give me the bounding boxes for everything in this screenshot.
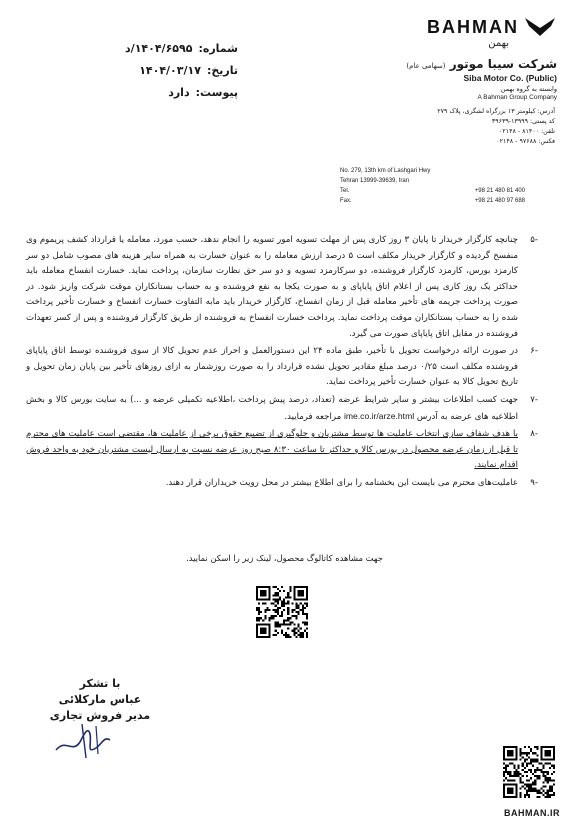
contact-fax-en-label: Fax. — [340, 198, 352, 204]
letter-attachment-label: پیوست: — [195, 86, 238, 99]
letter-attachment-value: دارد — [168, 86, 190, 99]
contact-tel-en — [340, 186, 525, 196]
contact-tel-en-value: +98 21 480 81 400 — [474, 188, 525, 194]
letter-number-label: شماره: — [198, 42, 238, 55]
clause-number: -۸ — [530, 429, 538, 440]
signature-thanks: با تشکر — [79, 677, 121, 690]
clause-number: -۹ — [530, 477, 538, 488]
bahman-emblem-icon — [523, 14, 557, 40]
signature-block — [40, 676, 160, 724]
clause-text: چنانچه کارگزار خریدار تا پایان ۳ روز کاری پس از مهلت تسویه امور تسویه را انجام ندهد، حسب مورد، معامله یا قرارداد کشف پریموم وی منفسخ گردیده و کارگزار خریدار مکلف است ۵ درصد ارزش معامله را به عنوان خسارت به همراه سایر هزینه های مصوب شامل دو سر کارمزد بورس، کارمزد کارگزار فروشنده، دو سرکارمزد تسویه و دو سر حق نظارت سازمان، پرداخت نماید. خسارت انفساخ معامله باید حداکثر یک روز کاری پس از اعلام اتاق پایاپای و به صورت یکجا به نفع فروشنده و به حساب بستانکاران موقت شرکت واریز شود. در صورت پرداخت جریمه های تأخیر معامله قبل از زمان انفساخ، کارگزار خریدار باید مابه التفاوت خسارت انفساخ و خسارت تأخیر پرداخت شده را به حساب بستانکاران موقت پرداخت نماید. پرداخت خسارت انفساخ به فروشنده از طریق کارگزار فروشنده و پس از کسر تعهدات فروشنده در مقابل اتاق پایاپای صورت می گیرد. — [26, 235, 519, 339]
group-affiliation-en: A Bahman Group Company — [477, 94, 557, 101]
clause-5 — [26, 233, 538, 342]
letter-number — [88, 38, 238, 60]
contact-phone-fa: تلفن: ۸۱۴۰۰ - ۰۲۱۴۸ — [498, 128, 555, 135]
contact-city-en — [340, 176, 525, 186]
contact-city-en-line: Tehran 13999-39639, Iran — [340, 178, 410, 184]
clause-7-text-after: مراجعه فرمایید. — [284, 411, 342, 422]
letter-date-value: ۱۴۰۴/۰۳/۱۷ — [139, 64, 201, 77]
group-affiliation-fa: وابسته به گروه بهمن — [500, 85, 557, 93]
contact-info-en — [340, 166, 540, 206]
arze-link[interactable]: ime.co.ir/arze.html — [343, 410, 415, 421]
contact-postcode-fa: کد پستی: ۱۳۹۹۹-۳۹۶۳۹ — [491, 118, 555, 125]
contact-fax-en — [340, 196, 525, 206]
clause-8 — [26, 427, 538, 474]
clause-text: با هدف شفاف سازی انتخاب عاملیت ها توسط مشتریان و جلوگیری از تضییع حقوق برخی از عاملیت ها، مقتضی است عاملیت های محترم تا قبل از زمان عرضه محصول در بورس کالا و حداکثر تا ساعت ۸:۳۰ صبح روز عرضه نسبت به ارسال لیست مشتریان خود به واحد فروش اقدام نمایند. — [26, 429, 518, 471]
company-name-en: Siba Motor Co. (Public) — [463, 73, 557, 83]
brand-logo-text: BAHMAN — [427, 16, 519, 37]
catalog-note: جهت مشاهده کاتالوگ محصول، لینک زیر را اسکن نمایید. — [186, 553, 383, 563]
clause-6 — [26, 344, 538, 391]
contact-tel-en-label: Tel. — [340, 188, 350, 194]
clause-7 — [26, 393, 538, 425]
letter-body — [26, 233, 538, 494]
contact-fax-fa: فکس: ۹۷۶۸۸ - ۰۲۱۴۸ — [496, 138, 555, 145]
clause-number: -۵ — [530, 235, 538, 245]
clause-9 — [26, 476, 538, 492]
company-name-fa-main: شرکت سیبا موتور — [449, 57, 557, 71]
catalog-qr-code[interactable] — [256, 586, 308, 638]
brand-logo — [387, 14, 557, 40]
clause-number: -۶ — [530, 346, 538, 357]
contact-fax-en-value: +98 21 480 97 688 — [474, 198, 525, 204]
handwritten-signature — [52, 720, 122, 760]
letter-date — [88, 60, 238, 82]
clause-text — [26, 393, 518, 425]
letter-date-label: تاریخ: — [206, 64, 238, 77]
website-label[interactable]: BAHMAN.IR — [504, 808, 560, 818]
clause-text: عاملیت‌های محترم می بایست این بخشنامه را برای اطلاع بیشتر در محل رویت خریداران قرار دهند. — [165, 477, 518, 488]
contact-info-fa — [387, 107, 557, 147]
clause-7-text-before: جهت کسب اطلاعات بیشتر و سایر شرایط عرضه (تعداد، درصد پیش پرداخت ،اطلاعیه تکمیلی عرضه و ...) به سایت بورس کالا و بخش اطلاعیه های عرضه به آدرس — [26, 394, 518, 422]
brand-logo-fa: بهمن — [488, 38, 509, 49]
clause-number: -۷ — [530, 394, 538, 405]
brand-block — [387, 14, 557, 147]
letter-number-value: ۱۴۰۴/۶۵۹۵/د — [125, 42, 193, 55]
letter-meta — [88, 38, 238, 104]
company-name-fa — [387, 57, 557, 71]
letter-attachment — [88, 82, 238, 104]
footer-qr-code[interactable] — [503, 746, 555, 798]
company-name-fa-sub: (سهامی عام) — [406, 62, 446, 70]
clause-text: در صورت ارائه درخواست تحویل با تأخیر، طبق ماده ۲۴ این دستورالعمل و احراز عدم تحویل کالا از سوی فروشنده توسط اتاق پایاپای فروشنده مکلف است ۰/۲۵ درصد مبلغ مقادیر تحویل نشده قرارداد را به صورت روزشمار به ازای روزهای تأخیر بین پایان زمان تحویل و تاریخ تحویل کالا به عنوان خسارت تأخیر پرداخت نماید. — [26, 346, 519, 388]
contact-address-en-line1: No. 279, 13th km of Lashgari Hwy — [340, 168, 431, 174]
contact-address-en — [340, 166, 525, 176]
contact-address-fa: آدرس: کیلومتر ۱۳ بزرگراه لشگری، پلاک ۲۷۹ — [437, 108, 555, 115]
signature-name: عباس مارکلائی — [58, 693, 142, 706]
signature-title: مدیر فروش تجاری — [49, 709, 151, 722]
